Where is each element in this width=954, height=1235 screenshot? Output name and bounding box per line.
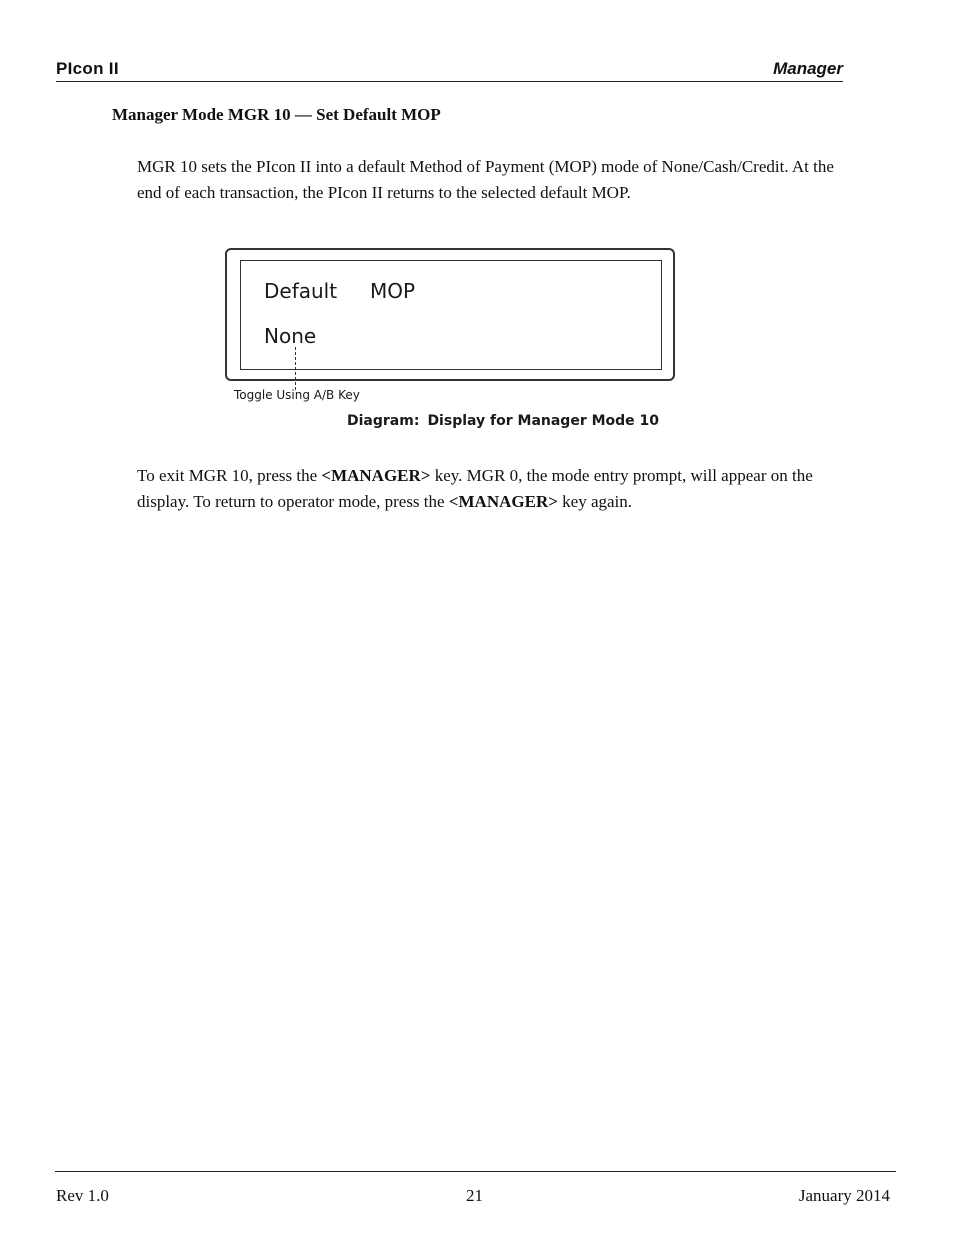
manager-key-1: <MANAGER>	[321, 466, 431, 485]
header-chapter-name: Manager	[773, 59, 843, 78]
intro-paragraph: MGR 10 sets the PIcon II into a default Method of Payment (MOP) mode of None/Cash/Credit. At the end of each transaction, the PIcon II returns to the selected default MOP.	[137, 157, 834, 202]
diagram-caption-text: Display for Manager Mode 10	[427, 413, 660, 429]
display-line1-default: Default	[264, 279, 338, 303]
display-line1-mop: MOP	[370, 279, 416, 303]
exit-paragraph	[137, 463, 852, 515]
display-line2-value: None	[264, 324, 317, 348]
toggle-annotation: Toggle Using A/B Key	[234, 388, 360, 402]
footer-date: January 2014	[798, 1186, 890, 1205]
footer-revision: Rev 1.0	[56, 1186, 109, 1205]
toggle-pointer-line	[295, 347, 296, 390]
diagram-caption	[347, 413, 659, 429]
diagram-caption-label: Diagram:	[347, 413, 420, 429]
header-divider	[56, 81, 843, 82]
exit-text-3: key again.	[557, 492, 633, 511]
section-title: Manager Mode MGR 10 — Set Default MOP	[112, 105, 441, 124]
exit-text-1: To exit MGR 10, press the	[137, 466, 322, 485]
footer-divider	[55, 1171, 896, 1172]
exit-text-2: key. MGR 0, the mode entry prompt, will appear on the display. To return to operator mode, press the	[137, 466, 813, 511]
footer-page-number: 21	[466, 1186, 483, 1205]
header-product-name: PIcon II	[56, 59, 119, 78]
display-screen	[240, 260, 662, 370]
manager-key-2: <MANAGER>	[448, 492, 558, 511]
